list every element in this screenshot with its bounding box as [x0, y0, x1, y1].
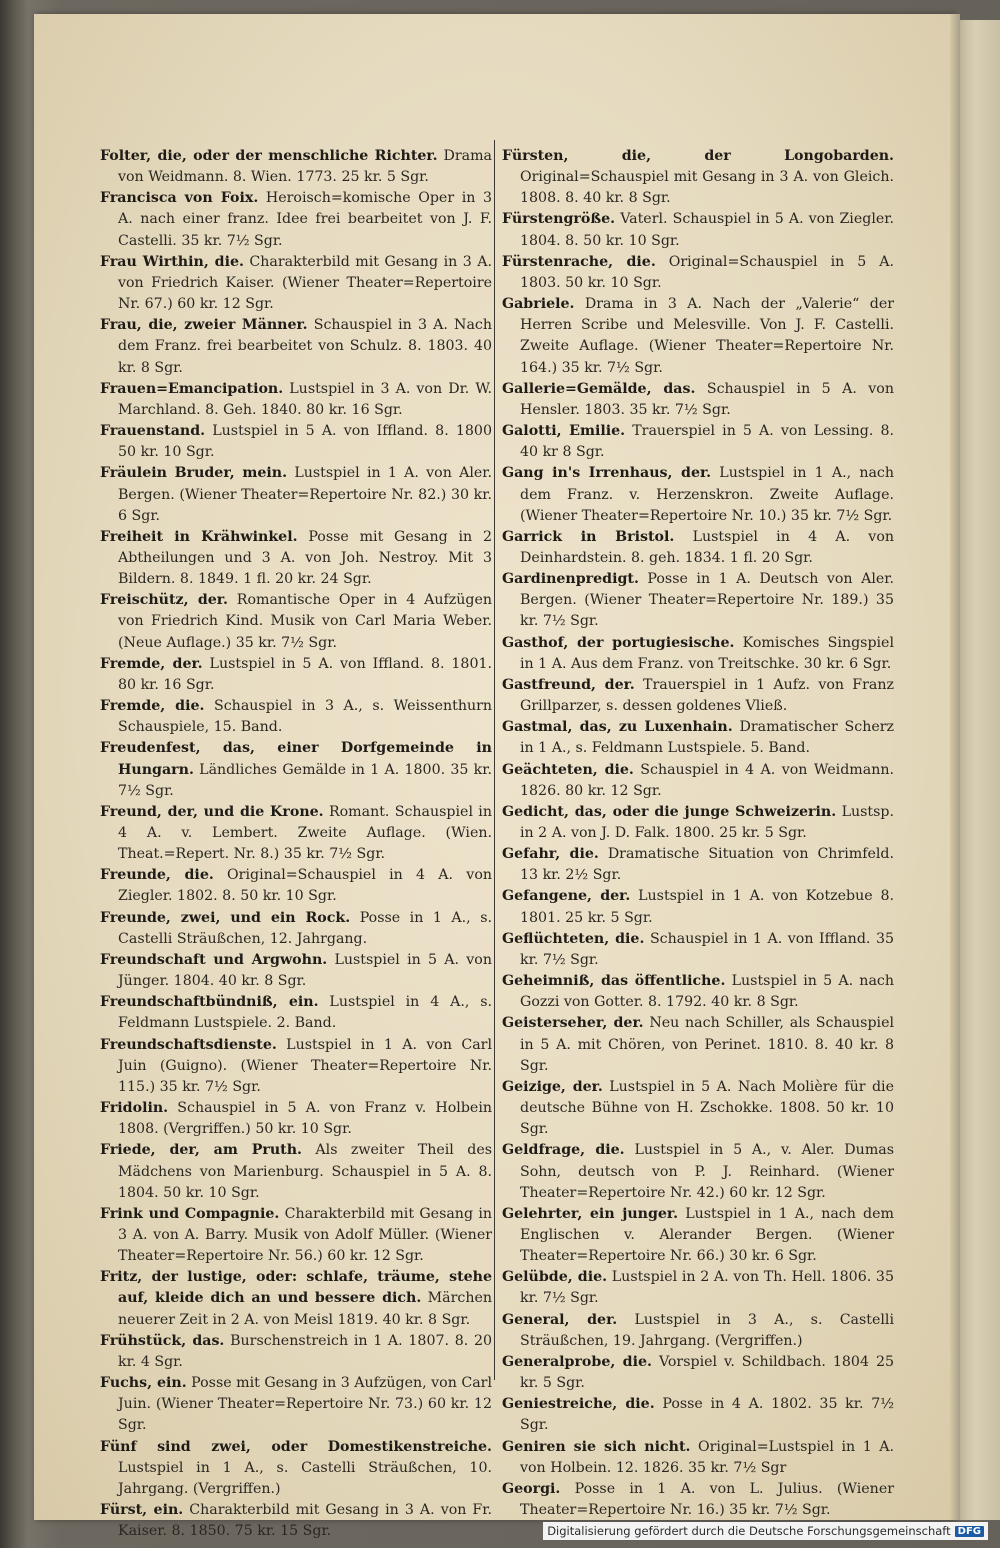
entry-title: Gelübde, die. — [502, 1269, 608, 1286]
entry-title: Friede, der, am Pruth. — [100, 1142, 302, 1159]
entry-description: Als zweiter Theil des Mädchens von Marienburg. Schauspiel in 5 A. 8. 1804. 50 kr. 10 Sgr. — [118, 1142, 493, 1201]
catalog-entry — [502, 1204, 894, 1267]
dfg-logo: DFG — [955, 1526, 984, 1537]
catalog-entry — [100, 1437, 492, 1500]
entry-title: Garrick in Bristol. — [502, 528, 675, 545]
catalog-entry — [502, 1437, 894, 1479]
entry-title: Fürstengröße. — [502, 211, 616, 228]
entry-description: Drama in 3 A. Nach der „Valerie“ der Herren Scribe und Melesville. Von J. F. Castelli. Zweite Auflage. (Wiener Theater=Repertoire Nr. 164.) 35 kr. 7½ Sgr. — [520, 296, 895, 376]
catalog-entry — [100, 1098, 492, 1140]
catalog-entry — [100, 188, 492, 251]
entry-title: Fürst, ein. — [100, 1502, 184, 1518]
entry-description: Schauspiel in 3 A., s. Weissenthurn Schauspiele, 15. Band. — [118, 698, 493, 736]
catalog-entry — [100, 1500, 492, 1542]
entry-title: Geheimniß, das öffentliche. — [502, 973, 726, 990]
entry-title: Gang in's Irrenhaus, der. — [502, 465, 712, 482]
entry-description: Lustspiel in 3 A., s. Castelli Sträußchen, 19. Jahrgang. (Vergriffen.) — [520, 1311, 894, 1349]
catalog-entry — [502, 1267, 894, 1309]
catalog-entry — [100, 1373, 492, 1436]
entry-description: Lustspiel in 5 A. nach Gozzi von Gotter. 8. 1792. 40 kr. 8 Sgr. — [520, 973, 894, 1011]
entry-title: Frauen=Emancipation. — [100, 380, 284, 397]
entry-description: Lustspiel in 1 A., nach dem Franz. v. Herzenskron. Zweite Auflage. (Wiener Theater=Repertoire Nr. 10.) 35 kr. 7½ Sgr. — [520, 465, 894, 524]
entry-title: Freiheit in Krähwinkel. — [100, 528, 298, 545]
catalog-entry — [502, 294, 894, 379]
catalog-entry — [100, 1331, 492, 1373]
entry-title: Frauenstand. — [100, 423, 206, 440]
entry-description: Charakterbild mit Gesang in 3 A. von Friedrich Kaiser. (Wiener Theater=Repertoire Nr. 67.) 60 kr. 12 Sgr. — [118, 253, 492, 313]
column-divider — [494, 140, 495, 1380]
catalog-entry — [502, 802, 894, 844]
entry-title: Freund, der, und die Krone. — [100, 803, 324, 820]
catalog-entry — [100, 315, 492, 378]
entry-title: Folter, die, oder der menschliche Richter. — [100, 148, 438, 164]
catalog-entry — [100, 146, 492, 188]
entry-description: Lustspiel in 4 A., s. Feldmann Lustspiele. 2. Band. — [118, 994, 493, 1032]
catalog-entry — [502, 929, 894, 971]
catalog-entry — [100, 992, 492, 1034]
entry-title: Fürsten, die, der Longobarden. — [502, 148, 894, 164]
entry-title: Francisca von Foix. — [100, 190, 259, 207]
entry-description: Lustspiel in 1 A., nach dem Englischen v. Alerander Bergen. (Wiener Theater=Repertoire Nr. 66.) 30 kr. 6 Sgr. — [520, 1205, 894, 1265]
entry-title: Freundschaftbündniß, ein. — [100, 994, 319, 1011]
entry-description: Heroisch=komische Oper in 3 A. nach einer franz. Idee frei bearbeitet von J. F. Castelli. 35 kr. 7½ Sgr. — [118, 190, 492, 249]
entry-description: Lustspiel in 1 A. von Carl Juin (Guigno). (Wiener Theater=Repertoire Nr. 115.) 35 kr. 7½ Sgr. — [118, 1036, 492, 1095]
catalog-entry — [100, 738, 492, 801]
entry-title: Gelehrter, ein junger. — [502, 1205, 679, 1222]
catalog-entry — [502, 633, 894, 675]
catalog-entry — [100, 1140, 492, 1203]
funding-footer — [543, 1522, 988, 1540]
entry-description: Drama von Weidmann. 8. Wien. 1773. 25 kr. 5 Sgr. — [118, 148, 493, 186]
entry-title: Georgi. — [502, 1480, 561, 1497]
catalog-entry — [100, 527, 492, 590]
entry-title: Gefangene, der. — [502, 888, 631, 905]
catalog-entry — [100, 908, 492, 950]
entry-description: Lustspiel in 1 A. von Aler. Bergen. (Wiener Theater=Repertoire Nr. 82.) 30 kr. 6 Sgr. — [118, 465, 492, 524]
entry-title: Fürstenrache, die. — [502, 253, 656, 270]
entry-description: Charakterbild mit Gesang in 3 A. von Fr. Kaiser. 8. 1850. 75 kr. 15 Sgr. — [118, 1502, 492, 1540]
entry-description: Burschenstreich in 1 A. 1807. 8. 20 kr. 4 Sgr. — [118, 1332, 493, 1370]
entry-title: Fremde, der. — [100, 655, 203, 672]
entry-title: Gardinenpredigt. — [502, 571, 639, 588]
entry-title: Geniren sie sich nicht. — [502, 1438, 691, 1455]
entry-description: Posse mit Gesang in 2 Abtheilungen und 3 A. von Joh. Nestroy. Mit 3 Bildern. 8. 1849. 1 fl. 20 kr. 24 Sgr. — [118, 528, 492, 588]
entry-description: Schauspiel in 3 A. Nach dem Franz. frei bearbeitet von Schulz. 8. 1803. 40 kr. 8 Sgr. — [118, 317, 492, 376]
catalog-entry — [502, 146, 894, 209]
entry-title: Geflüchteten, die. — [502, 930, 645, 947]
catalog-entry — [100, 865, 492, 907]
catalog-entry — [100, 654, 492, 696]
catalog-entry — [502, 1352, 894, 1394]
entry-description: Posse in 1 A., s. Castelli Sträußchen, 12. Jahrgang. — [118, 909, 492, 947]
catalog-entry — [100, 950, 492, 992]
entry-description: Schauspiel in 1 A. von Iffland. 35 kr. 7½ Sgr. — [520, 930, 895, 968]
entry-description: Posse mit Gesang in 3 Aufzügen, von Carl Juin. (Wiener Theater=Repertoire Nr. 73.) 60 kr. 12 Sgr. — [118, 1375, 492, 1434]
entry-description: Lustspiel in 1 A., s. Castelli Sträußchen, 10. Jahrgang. (Vergriffen.) — [118, 1459, 492, 1497]
entry-title: Freudenfest, das, einer Dorfgemeinde in Hungarn. — [100, 740, 492, 778]
catalog-entry — [502, 1310, 894, 1352]
entry-description: Romantische Oper in 4 Aufzügen von Friedrich Kind. Musik von Carl Maria Weber. (Neue Auflage.) 35 kr. 7½ Sgr. — [118, 592, 492, 651]
catalog-entry — [100, 1267, 492, 1330]
entry-title: Fremde, die. — [100, 698, 205, 715]
entry-description: Dramatischer Scherz in 1 A., s. Feldmann Lustspiele. 5. Band. — [520, 719, 894, 757]
catalog-entry — [502, 760, 894, 802]
catalog-entry — [502, 421, 894, 463]
catalog-entry — [100, 1204, 492, 1267]
catalog-entry — [100, 590, 492, 653]
entry-title: Freunde, die. — [100, 867, 214, 884]
entry-title: Frau, die, zweier Männer. — [100, 317, 308, 334]
entry-description: Original=Schauspiel in 5 A. 1803. 50 kr. 10 Sgr. — [520, 253, 894, 291]
entry-description: Original=Schauspiel in 4 A. von Ziegler. 1802. 8. 50 kr. 10 Sgr. — [118, 867, 492, 905]
catalog-entry — [502, 844, 894, 886]
entry-title: Fuchs, ein. — [100, 1375, 187, 1392]
entry-title: Freischütz, der. — [100, 592, 228, 609]
entry-description: Komisches Singspiel in 1 A. Aus dem Franz. von Treitschke. 30 kr. 6 Sgr. — [520, 634, 894, 672]
entry-description: Romant. Schauspiel in 4 A. v. Lembert. Zweite Auflage. (Wien. Theat.=Repert. Nr. 8.) 35 kr. 7½ Sgr. — [118, 803, 492, 863]
entry-description: Neu nach Schiller, als Schauspiel in 5 A. mit Chören, von Perinet. 1810. 8. 40 kr. 8 Sgr. — [520, 1015, 895, 1074]
catalog-entry — [100, 252, 492, 315]
catalog-entry — [502, 379, 894, 421]
catalog-entry — [502, 1140, 894, 1203]
catalog-entry — [502, 1077, 894, 1140]
entry-title: Gefahr, die. — [502, 846, 599, 863]
entry-description: Original=Schauspiel mit Gesang in 3 A. von Gleich. 1808. 8. 40 kr. 8 Sgr. — [520, 169, 894, 207]
entry-description: Lustspiel in 2 A. von Th. Hell. 1806. 35 kr. 7½ Sgr. — [520, 1269, 894, 1307]
catalog-entry — [502, 675, 894, 717]
footer-text: Digitalisierung gefördert durch die Deutsche Forschungsgemeinschaft — [547, 1524, 951, 1538]
entry-title: Geldfrage, die. — [502, 1142, 625, 1159]
entry-title: Frühstück, das. — [100, 1332, 225, 1349]
catalog-entry — [502, 209, 894, 251]
entry-description: Schauspiel in 5 A. von Hensler. 1803. 35 kr. 7½ Sgr. — [520, 380, 894, 418]
entry-title: Generalprobe, die. — [502, 1353, 652, 1370]
entry-title: Geniestreiche, die. — [502, 1396, 655, 1413]
entry-description: Schauspiel in 4 A. von Weidmann. 1826. 80 kr. 12 Sgr. — [520, 761, 894, 799]
entry-title: Gasthof, der portugiesische. — [502, 634, 735, 651]
catalog-entry — [100, 421, 492, 463]
entry-description: Ländliches Gemälde in 1 A. 1800. 35 kr. 7½ Sgr. — [118, 761, 492, 799]
catalog-entry — [100, 1035, 492, 1098]
entry-title: Frink und Compagnie. — [100, 1205, 280, 1222]
entry-description: Lustspiel in 5 A. Nach Molière für die deutsche Bühne von H. Zschokke. 1808. 50 kr. 10 Sgr. — [520, 1078, 894, 1138]
entry-description: Lustspiel in 4 A. von Deinhardstein. 8. geh. 1834. 1 fl. 20 Sgr. — [520, 528, 894, 566]
entry-description: Original=Lustspiel in 1 A. von Holbein. 12. 1826. 35 kr. 7½ Sgr — [520, 1438, 895, 1476]
entry-description: Lustspiel in 1 A. von Kotzebue 8. 1801. 25 kr. 5 Sgr. — [520, 888, 894, 926]
catalog-entry — [100, 696, 492, 738]
catalog-entry — [502, 1013, 894, 1076]
catalog-entry — [502, 252, 894, 294]
catalog-entry — [100, 463, 492, 526]
catalog-entry — [100, 802, 492, 865]
entry-description: Lustsp. in 2 A. von J. D. Falk. 1800. 25 kr. 5 Sgr. — [520, 803, 894, 841]
entry-title: Gastfreund, der. — [502, 676, 635, 693]
entry-title: Gabriele. — [502, 296, 575, 313]
entry-description: Dramatische Situation von Chrimfeld. 13 kr. 2½ Sgr. — [520, 846, 894, 884]
catalog-entry — [502, 527, 894, 569]
catalog-entry — [502, 717, 894, 759]
entry-title: Geächteten, die. — [502, 761, 634, 778]
entry-title: Fritz, der lustige, oder: schlafe, träume, stehe auf, kleide dich an und bessere dich. — [100, 1269, 492, 1307]
entry-description: Posse in 1 A. von L. Julius. (Wiener Theater=Repertoire Nr. 16.) 35 kr. 7½ Sgr. — [520, 1480, 894, 1518]
entry-description: Posse in 1 A. Deutsch von Aler. Bergen. (Wiener Theater=Repertoire Nr. 189.) 35 kr. 7½ Sgr. — [520, 571, 894, 630]
catalog-entry — [502, 569, 894, 632]
catalog-entry — [502, 971, 894, 1013]
entry-description: Lustspiel in 5 A., v. Aler. Dumas Sohn, deutsch von P. J. Reinhard. (Wiener Theater=Repertoire Nr. 42.) 60 kr. 12 Sgr. — [520, 1142, 895, 1201]
catalog-entry — [502, 1394, 894, 1436]
entry-title: Freunde, zwei, und ein Rock. — [100, 909, 351, 926]
entry-title: Gastmal, das, zu Luxenhain. — [502, 719, 733, 736]
left-column — [100, 146, 492, 1542]
entry-title: Galotti, Emilie. — [502, 423, 626, 440]
entry-title: Freundschaftsdienste. — [100, 1036, 277, 1053]
catalog-entry — [502, 886, 894, 928]
entry-description: Vaterl. Schauspiel in 5 A. von Ziegler. 1804. 8. 50 kr. 10 Sgr. — [520, 211, 894, 249]
entry-title: Geizige, der. — [502, 1078, 603, 1095]
catalog-entry — [502, 463, 894, 526]
entry-description: Lustspiel in 5 A. von Iffland. 8. 1801. 80 kr. 16 Sgr. — [118, 655, 493, 693]
entry-title: Fräulein Bruder, mein. — [100, 465, 288, 482]
entry-description: Lustspiel in 3 A. von Dr. W. Marchland. 8. Geh. 1840. 80 kr. 16 Sgr. — [118, 380, 492, 418]
catalog-entry — [502, 1479, 894, 1521]
entry-description: Lustspiel in 5 A. von Iffland. 8. 1800 50 kr. 10 Sgr. — [118, 423, 492, 461]
entry-description: Märchen neuerer Zeit in 2 A. von Meisl 1819. 40 kr. 8 Sgr. — [118, 1290, 492, 1328]
entry-title: Frau Wirthin, die. — [100, 253, 244, 270]
entry-title: Fridolin. — [100, 1100, 169, 1117]
entry-title: Fünf sind zwei, oder Domestikenstreiche. — [100, 1438, 492, 1455]
right-column — [502, 146, 894, 1521]
next-page-edge — [958, 20, 1000, 1520]
entry-description: Vorspiel v. Schildbach. 1804 25 kr. 5 Sgr. — [520, 1353, 894, 1392]
catalog-entry — [100, 379, 492, 421]
entry-description: Posse in 4 A. 1802. 35 kr. 7½ Sgr. — [520, 1396, 894, 1434]
entry-description: Lustspiel in 5 A. von Jünger. 1804. 40 kr. 8 Sgr. — [118, 951, 492, 990]
entry-title: Geisterseher, der. — [502, 1015, 644, 1032]
entry-title: Gedicht, das, oder die junge Schweizerin. — [502, 803, 837, 820]
entry-description: Trauerspiel in 5 A. von Lessing. 8. 40 kr 8 Sgr. — [520, 423, 894, 461]
entry-description: Schauspiel in 5 A. von Franz v. Holbein 1808. (Vergriffen.) 50 kr. 10 Sgr. — [118, 1100, 492, 1138]
entry-description: Trauerspiel in 1 Aufz. von Franz Grillparzer, s. dessen goldenes Vließ. — [520, 676, 894, 715]
entry-title: Freundschaft und Argwohn. — [100, 951, 328, 968]
entry-title: General, der. — [502, 1311, 618, 1328]
entry-title: Gallerie=Gemälde, das. — [502, 380, 696, 397]
entry-description: Charakterbild mit Gesang in 3 A. von A. Barry. Musik von Adolf Müller. (Wiener Theater=Repertoire Nr. 56.) 60 kr. 12 Sgr. — [118, 1205, 493, 1265]
